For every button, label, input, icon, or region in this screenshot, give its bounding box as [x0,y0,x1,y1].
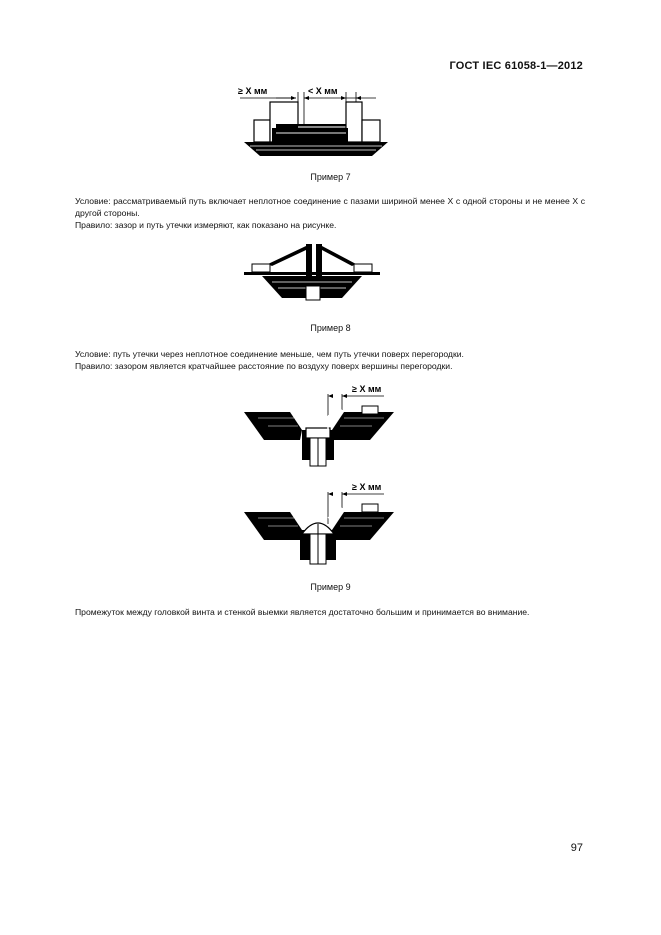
figure-8-condition: Условие: путь утечки через неплотное соединение меньше, чем путь утечки поверх перегородки. [75,349,464,359]
document-header: ГОСТ IEC 61058-1—2012 [449,60,583,72]
figure-9-diagram-bottom [244,478,394,570]
figure-8-rule: Правило: зазором является кратчайшее расстояние по воздуху поверх вершины перегородки. [75,361,453,371]
figure-7-text [75,195,585,231]
figure-9-label-bottom: ≥ X мм [352,482,382,492]
figure-9-caption: Пример 9 [310,582,351,592]
figure-7-label-lt: < X мм [308,86,338,96]
figure-7-diagram [236,84,396,158]
figure-9-note [75,606,585,618]
figure-7-condition: Условие: рассматриваемый путь включает неплотное соединение с пазами шириной менее X с одной стороны и не менее X с другой стороны. [75,196,585,218]
figure-7-caption: Пример 7 [310,172,351,182]
figure-8-text [75,348,585,372]
figure-7-label-ge: ≥ X мм [238,86,268,96]
figure-7-rule: Правило: зазор и путь утечки измеряют, как показано на рисунке. [75,220,337,230]
figure-9-label-top: ≥ X мм [352,384,382,394]
figure-8-caption: Пример 8 [310,323,351,333]
figure-8-diagram [242,242,382,308]
figure-9-diagram-top [244,380,394,470]
page-number: 97 [570,842,583,854]
figure-9-note-text: Промежуток между головкой винта и стенкой выемки является достаточно большим и принимается во внимание. [75,607,530,617]
